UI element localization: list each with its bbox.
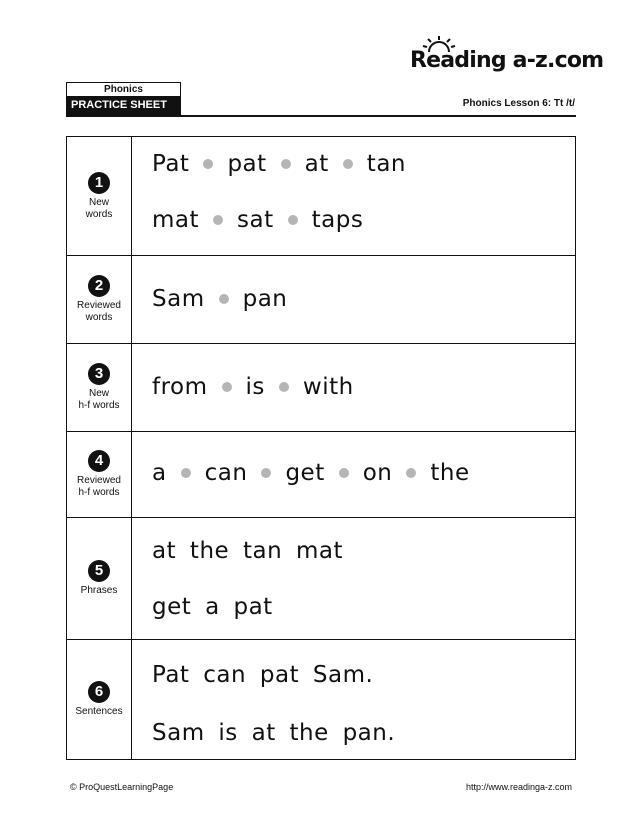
word-line xyxy=(152,207,363,233)
logo-text: Reading a-z.com xyxy=(410,48,604,73)
row-number-badge: 4 xyxy=(88,450,110,472)
bullet-dot-icon xyxy=(288,215,298,225)
row-content xyxy=(133,432,575,517)
row-new-words xyxy=(67,137,575,255)
row-label xyxy=(67,518,132,639)
row-label-text: New xyxy=(88,388,109,399)
lesson-title: Phonics Lesson 6: Tt /t/ xyxy=(462,98,575,109)
bullet-dot-icon xyxy=(213,215,223,225)
word: pat xyxy=(227,151,267,177)
bullet-dot-icon xyxy=(281,159,291,169)
word: mat xyxy=(152,207,200,233)
word: Sam xyxy=(152,286,205,312)
practice-table xyxy=(66,136,576,760)
website-link[interactable]: http://www.readinga-z.com xyxy=(465,782,572,792)
row-number-badge: 1 xyxy=(88,172,110,194)
bullet-dot-icon xyxy=(343,159,353,169)
sheet-header-box xyxy=(66,82,181,116)
word-line xyxy=(152,460,470,486)
phrase-line: get a pat xyxy=(152,594,273,620)
bullet-dot-icon xyxy=(339,468,349,478)
bullet-dot-icon xyxy=(261,468,271,478)
word: taps xyxy=(311,207,364,233)
row-content xyxy=(133,256,575,343)
word: Pat xyxy=(152,151,190,177)
word: get xyxy=(285,460,325,486)
bullet-dot-icon xyxy=(203,159,213,169)
row-content xyxy=(133,518,575,639)
subject-label: Phonics xyxy=(104,84,143,95)
row-label-text: Reviewed xyxy=(77,475,121,486)
row-label-text: Phrases xyxy=(80,585,118,596)
row-reviewed-words xyxy=(67,255,575,343)
row-label xyxy=(67,137,132,255)
row-label-text: h-f words xyxy=(78,400,120,411)
reading-az-logo xyxy=(410,36,604,80)
row-number-badge: 5 xyxy=(88,560,110,582)
row-number-badge: 2 xyxy=(88,275,110,297)
word: the xyxy=(430,460,470,486)
word: can xyxy=(204,460,248,486)
word: with xyxy=(302,374,354,400)
bullet-dot-icon xyxy=(222,382,232,392)
row-number-badge: 6 xyxy=(88,681,110,703)
row-label xyxy=(67,432,132,517)
word-line xyxy=(152,286,287,312)
sentence-line: Pat can pat Sam. xyxy=(152,662,374,688)
row-sentences xyxy=(67,639,575,759)
row-label xyxy=(67,344,132,431)
row-content xyxy=(133,640,575,759)
bullet-dot-icon xyxy=(406,468,416,478)
word: a xyxy=(152,460,167,486)
word: on xyxy=(362,460,393,486)
row-label xyxy=(67,256,132,343)
row-label-text: New xyxy=(88,196,109,208)
sentence-line: Sam is at the pan. xyxy=(152,720,396,746)
bullet-dot-icon xyxy=(279,382,289,392)
bullet-dot-icon xyxy=(219,294,229,304)
row-label xyxy=(67,640,132,759)
word: at xyxy=(304,151,329,177)
copyright-text: © ProQuestLearningPage xyxy=(70,782,174,792)
row-label-text: Sentences xyxy=(75,706,123,717)
row-content xyxy=(133,137,575,255)
header-rule xyxy=(66,115,576,117)
word: sat xyxy=(237,207,274,233)
row-label-text: words xyxy=(85,208,113,220)
bullet-dot-icon xyxy=(181,468,191,478)
row-label-text: Reviewed xyxy=(77,300,121,311)
row-reviewed-hf-words xyxy=(67,431,575,517)
word: tan xyxy=(366,151,406,177)
row-new-hf-words xyxy=(67,343,575,431)
row-phrases xyxy=(67,517,575,639)
word-line xyxy=(152,151,406,177)
word: from xyxy=(152,374,208,400)
row-label-text: words xyxy=(85,312,113,323)
row-content xyxy=(133,344,575,431)
phrase-line: at the tan mat xyxy=(152,538,343,564)
row-label-text: h-f words xyxy=(78,487,120,498)
word: is xyxy=(245,374,265,400)
row-number-badge: 3 xyxy=(88,363,110,385)
word: pan xyxy=(242,286,288,312)
word-line xyxy=(152,374,354,400)
sheet-type-label: PRACTICE SHEET xyxy=(67,96,180,115)
